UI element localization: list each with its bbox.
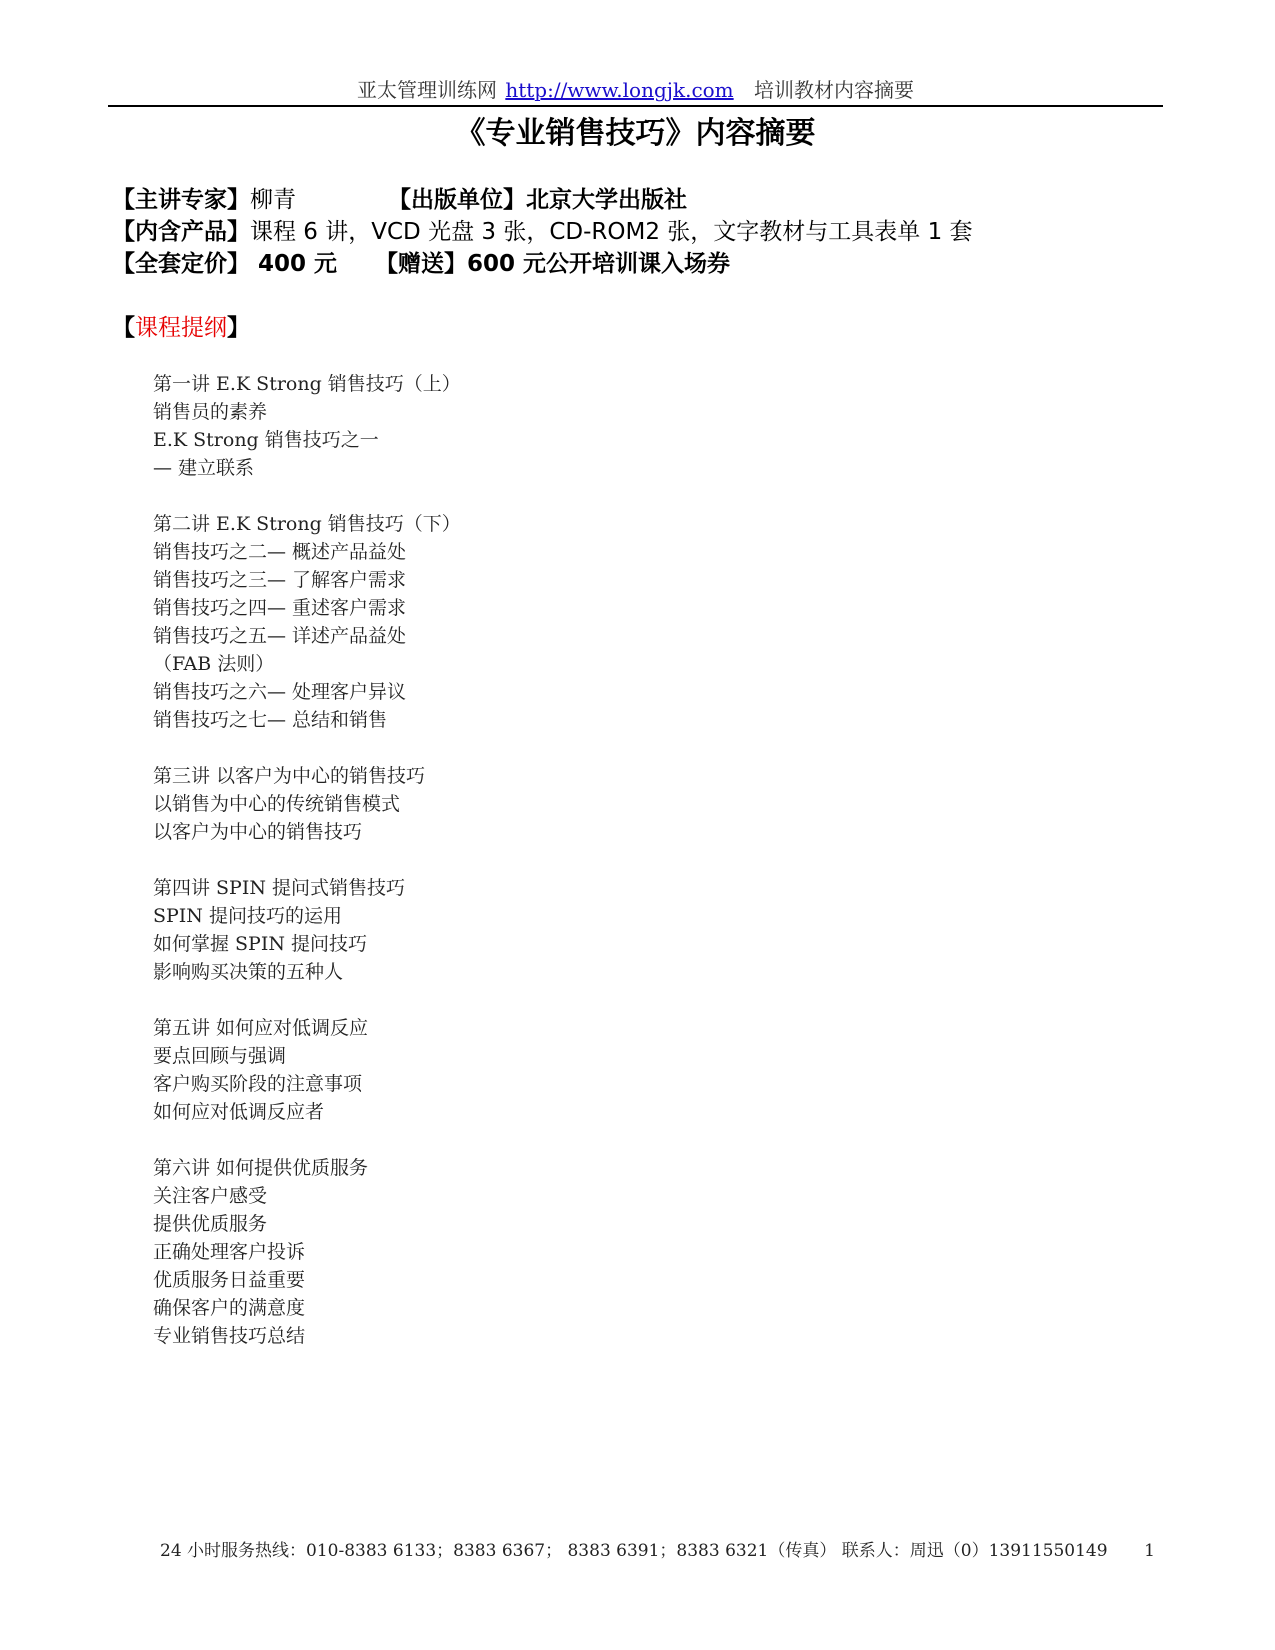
course-outline (153, 370, 461, 1350)
lecture-item: 要点回顾与强调 (153, 1045, 287, 1067)
lecture-item: 确保客户的满意度 (153, 1297, 306, 1319)
lecture-item: 提供优质服务 (153, 1213, 268, 1235)
spacer (153, 734, 461, 762)
products-label: 【内含产品】 (112, 219, 250, 245)
lecture-item: — 建立联系 (153, 457, 255, 479)
lecture-item: 关注客户感受 (153, 1185, 268, 1207)
page-header (108, 76, 1163, 104)
lecture-item: E.K Strong 销售技巧之一 (153, 429, 379, 451)
info-row-products (112, 216, 973, 248)
lecture-item: （FAB 法则） (153, 653, 275, 675)
lecture-5 (153, 1014, 461, 1126)
spacer (153, 1126, 461, 1154)
lecture-item: 销售技巧之五— 详述产品益处 (153, 625, 407, 647)
price-value: 400 元 (250, 251, 338, 277)
outline-heading (112, 312, 250, 344)
spacer (153, 986, 461, 1014)
lecture-item: 以销售为中心的传统销售模式 (153, 793, 401, 815)
lecture-1 (153, 370, 461, 482)
page-footer (108, 1538, 1163, 1564)
lecture-item: 客户购买阶段的注意事项 (153, 1073, 363, 1095)
lecture-item: 如何掌握 SPIN 提问技巧 (153, 933, 368, 955)
lecture-item: SPIN 提问技巧的运用 (153, 905, 342, 927)
lecture-title: 第一讲 E.K Strong 销售技巧（上） (153, 373, 461, 395)
outline-heading-open: 【 (112, 315, 135, 341)
lecture-item: 销售技巧之六— 处理客户异议 (153, 681, 407, 703)
footer-contact: 24 小时服务热线：010-8383 6133；8383 6367； 8383 6391；8383 6321（传真） 联系人：周迅（0）13911550149 (160, 1541, 1108, 1561)
gift-value: 600 元公开培训课入场券 (467, 251, 731, 277)
info-row-price (112, 248, 730, 280)
publisher-value: 北京大学出版社 (526, 187, 687, 213)
lecture-title: 第五讲 如何应对低调反应 (153, 1017, 369, 1039)
header-subtitle: 培训教材内容摘要 (754, 78, 915, 102)
expert-value: 柳青 (250, 187, 296, 213)
expert-label: 【主讲专家】 (112, 187, 250, 213)
price-label: 【全套定价】 (112, 251, 250, 277)
document-title: 《专业销售技巧》内容摘要 (455, 116, 816, 151)
spacer (153, 482, 461, 510)
gift-label: 【赠送】 (375, 251, 468, 277)
lecture-item: 销售技巧之三— 了解客户需求 (153, 569, 407, 591)
spacer (153, 846, 461, 874)
lecture-item: 销售员的素养 (153, 401, 268, 423)
lecture-item: 如何应对低调反应者 (153, 1101, 325, 1123)
lecture-4 (153, 874, 461, 986)
publisher-label: 【出版单位】 (388, 187, 526, 213)
lecture-item: 以客户为中心的销售技巧 (153, 821, 363, 843)
products-value: 课程 6 讲，VCD 光盘 3 张，CD-ROM2 张，文字教材与工具表单 1 套 (250, 219, 973, 245)
outline-heading-close: 】 (227, 315, 250, 341)
lecture-item: 销售技巧之二— 概述产品益处 (153, 541, 407, 563)
outline-heading-text: 课程提纲 (135, 315, 227, 341)
lecture-item: 专业销售技巧总结 (153, 1325, 306, 1347)
header-org: 亚太管理训练网 (356, 78, 497, 102)
lecture-6 (153, 1154, 461, 1350)
lecture-2 (153, 510, 461, 734)
page-number: 1 (1144, 1541, 1155, 1561)
lecture-title: 第六讲 如何提供优质服务 (153, 1157, 369, 1179)
lecture-title: 第四讲 SPIN 提问式销售技巧 (153, 877, 406, 899)
header-url-link[interactable]: http://www.longjk.com (505, 78, 734, 102)
info-row-expert (112, 184, 687, 216)
lecture-3 (153, 762, 461, 846)
lecture-item: 优质服务日益重要 (153, 1269, 306, 1291)
lecture-title: 第三讲 以客户为中心的销售技巧 (153, 765, 426, 787)
lecture-item: 销售技巧之四— 重述客户需求 (153, 597, 407, 619)
lecture-item: 正确处理客户投诉 (153, 1241, 306, 1263)
lecture-item: 影响购买决策的五种人 (153, 961, 344, 983)
lecture-item: 销售技巧之七— 总结和销售 (153, 709, 388, 731)
lecture-title: 第二讲 E.K Strong 销售技巧（下） (153, 513, 461, 535)
header-divider (108, 105, 1163, 107)
